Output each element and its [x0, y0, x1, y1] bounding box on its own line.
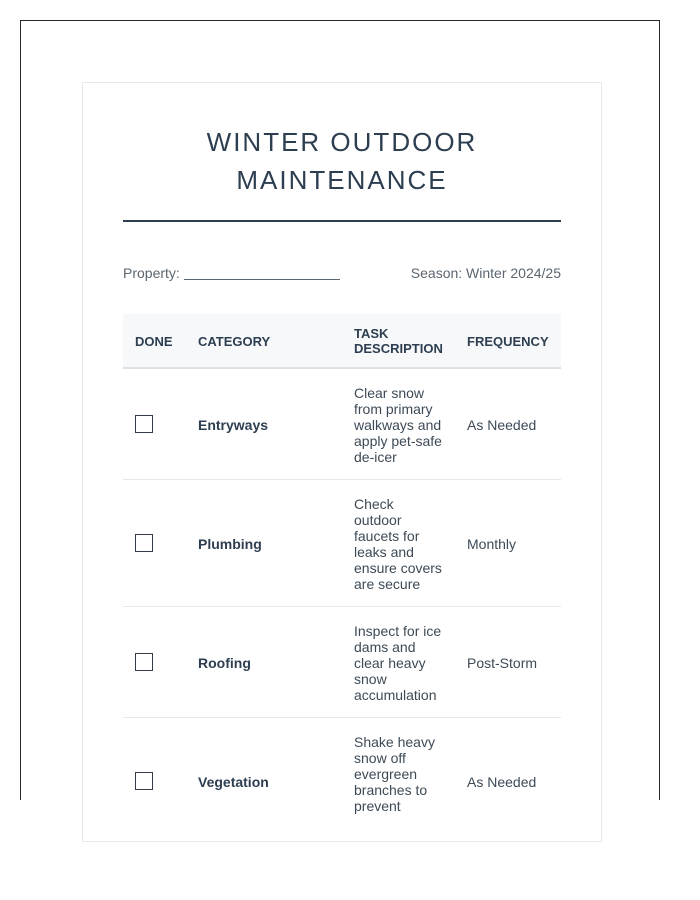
category-cell: Entryways: [198, 417, 269, 433]
header-task-description: [354, 326, 454, 356]
task-line: walkways and: [354, 417, 442, 433]
table-row: [123, 480, 561, 607]
title-line-1: WINTER OUTDOOR: [206, 127, 478, 157]
task-cell: [354, 496, 446, 592]
done-checkbox[interactable]: [135, 653, 153, 671]
header-frequency: FREQUENCY: [467, 334, 549, 349]
task-line: Clear snow: [354, 385, 425, 401]
task-line: outdoor: [354, 512, 402, 528]
done-checkbox[interactable]: [135, 415, 153, 433]
title-line-2: MAINTENANCE: [236, 165, 448, 195]
document-frame: [20, 20, 660, 814]
task-line: dams and: [354, 639, 416, 655]
table-row: [123, 718, 561, 845]
header-task-line-1: TASK: [354, 326, 389, 341]
task-line: Inspect for ice: [354, 623, 442, 639]
task-line: leaks and: [354, 544, 414, 560]
task-line: branches to: [354, 782, 428, 798]
meta-row: [123, 265, 561, 285]
header-category: CATEGORY: [198, 334, 271, 349]
frequency-cell: Monthly: [467, 536, 517, 552]
category-cell: Vegetation: [198, 774, 269, 790]
property-label: Property:: [123, 265, 180, 281]
frequency-cell: As Needed: [467, 417, 537, 433]
task-cell: [354, 623, 446, 703]
document-title: [123, 123, 561, 199]
task-line: Check: [354, 496, 394, 512]
task-line: faucets for: [354, 528, 420, 544]
frequency-cell: Post-Storm: [467, 655, 538, 671]
task-line: clear heavy: [354, 655, 426, 671]
task-line: snow: [354, 671, 387, 687]
maintenance-table: [123, 314, 561, 845]
task-line: snow off: [354, 750, 406, 766]
task-line: Shake heavy: [354, 734, 435, 750]
header-task-line-2: DESCRIPTION: [354, 341, 443, 356]
table-row: [123, 369, 561, 480]
checklist-sheet: [82, 82, 602, 842]
task-line: ensure covers: [354, 560, 442, 576]
property-field: [123, 265, 340, 281]
table-header: [123, 314, 561, 369]
task-line: are secure: [354, 576, 421, 592]
task-cell: [354, 385, 446, 465]
task-line: from primary: [354, 401, 433, 417]
table-row: [123, 607, 561, 718]
task-line: prevent: [354, 798, 401, 814]
category-cell: Plumbing: [198, 536, 262, 552]
season-label: Season: Winter 2024/25: [410, 265, 561, 281]
header-done: DONE: [135, 334, 173, 349]
done-checkbox[interactable]: [135, 534, 153, 552]
task-line: apply pet-safe: [354, 433, 442, 449]
task-line: de-icer: [354, 449, 397, 465]
task-cell: [354, 734, 446, 814]
done-checkbox[interactable]: [135, 772, 153, 790]
frequency-cell: As Needed: [467, 774, 537, 790]
task-line: accumulation: [354, 687, 437, 703]
category-cell: Roofing: [198, 655, 251, 671]
title-divider: [123, 220, 561, 222]
task-line: evergreen: [354, 766, 418, 782]
property-blank-line[interactable]: [184, 265, 340, 280]
